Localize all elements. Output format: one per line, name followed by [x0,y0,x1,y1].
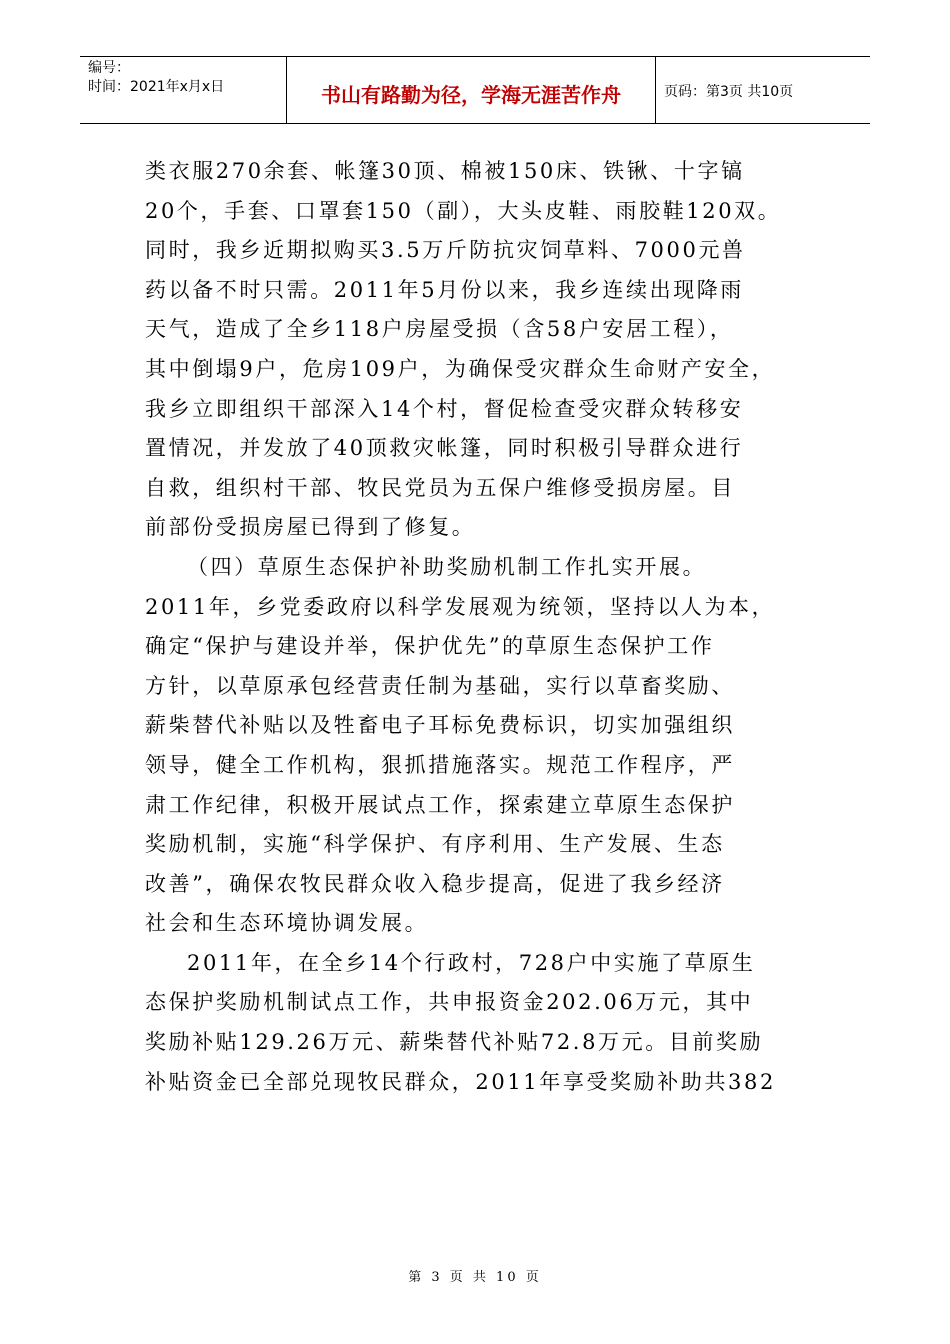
document-number-label: 编号： [88,60,130,76]
body-paragraph [145,548,807,944]
text-line: （四）草原生态保护补助奖励机制工作扎实开展。 [187,554,707,579]
text-line: 前部份受损房屋已得到了修复。 [145,515,476,540]
text-line: 肃工作纪律，积极开展试点工作，探索建立草原生态保护 [145,792,735,817]
text-line: 置情况，并发放了40顶救灾帐篷，同时积极引导群众进行 [145,436,744,461]
text-line: 天气，造成了全乡118户房屋受损（含58户安居工程）， [145,317,734,342]
header-divider [655,57,656,123]
text-line: 自救，组织村干部、牧民党员为五保户维修受损房屋。目 [145,475,735,500]
text-line: 药以备不时只需。2011年5月份以来，我乡连续出现降雨 [145,277,745,302]
header-page-info: 页码：第3页 共10页 [664,84,794,100]
document-header [80,56,870,124]
text-line: 其中倒塌9户，危房109户，为确保受灾群众生命财产安全， [145,356,776,381]
header-meta [88,59,288,97]
text-line: 2011年，乡党委政府以科学发展观为统领，坚持以人为本， [145,594,776,619]
text-line: 确定“保护与建设并举，保护优先”的草原生态保护工作 [145,634,715,659]
text-line: 态保护奖励机制试点工作，共申报资金202.06万元，其中 [145,990,754,1015]
text-line: 20个，手套、口罩套150（副），大头皮鞋、雨胶鞋120双。 [145,198,782,223]
text-line: 奖励补贴129.26万元、薪柴替代补贴72.8万元。目前奖励 [145,1030,764,1055]
text-line: 薪柴替代补贴以及牲畜电子耳标免费标识，切实加强组织 [145,713,735,738]
text-line: 领导，健全工作机构，狠抓措施落实。规范工作程序，严 [145,752,735,777]
text-line: 同时，我乡近期拟购买3.5万斤防抗灾饲草料、7000元兽 [145,238,746,263]
text-line: 我乡立即组织干部深入14个村，督促检查受灾群众转移安 [145,396,744,421]
document-time-label: 时间：2021年x月x日 [88,79,225,95]
text-line: 社会和生态环境协调发展。 [145,911,429,936]
text-line: 2011年，在全乡14个行政村，728户中实施了草原生 [187,950,756,975]
text-line: 补贴资金已全部兑现牧民群众，2011年享受奖励补助共382 [145,1069,776,1094]
text-line: 类衣服270余套、帐篷30顶、棉被150床、铁锹、十字镐 [145,159,745,183]
body-paragraph [145,152,807,548]
header-motto: 书山有路勤为径，学海无涯苦作舟 [321,83,621,107]
text-line: 方针，以草原承包经营责任制为基础，实行以草畜奖励、 [145,673,735,698]
text-line: 奖励机制，实施“科学保护、有序利用、生产发展、生态 [145,832,725,857]
page-footer: 第 3 页 共 10 页 [408,1270,542,1285]
body-paragraph [145,944,807,1102]
text-line: 改善”，确保农牧民群众收入稳步提高，促进了我乡经济 [145,871,725,896]
document-body [145,152,807,1102]
